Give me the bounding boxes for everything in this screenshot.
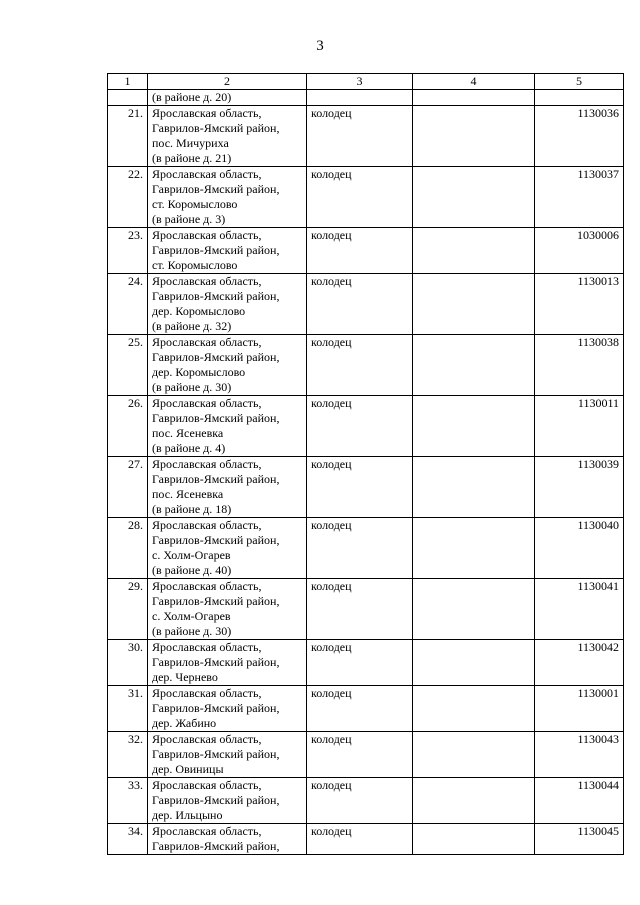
header-cell: 4 <box>413 74 535 90</box>
address-line: Ярославская область, <box>152 396 262 410</box>
address-line: дер. Жабино <box>152 716 217 730</box>
column-4-cell <box>413 732 535 778</box>
address-line: (в районе д. 30) <box>152 624 232 638</box>
address-line: (в районе д. 21) <box>152 151 232 165</box>
object-type-cell: колодец <box>307 106 413 167</box>
address-line: Гаврилов-Ямский район, <box>152 289 280 303</box>
code-cell: 1130001 <box>535 686 624 732</box>
table-row <box>108 686 624 732</box>
address-line: Ярославская область, <box>152 228 262 242</box>
address-cell <box>148 167 307 228</box>
row-number: 29. <box>108 579 148 640</box>
object-type-cell: колодец <box>307 778 413 824</box>
code-cell: 1130043 <box>535 732 624 778</box>
column-4-cell <box>413 90 535 106</box>
object-type-cell: колодец <box>307 335 413 396</box>
page-number: 3 <box>316 38 324 54</box>
registry-table <box>107 73 624 855</box>
address-line: дер. Коромыслово <box>152 365 246 379</box>
object-type-cell: колодец <box>307 824 413 855</box>
object-type-cell: колодец <box>307 579 413 640</box>
address-line: дер. Овиницы <box>152 762 224 776</box>
code-cell: 1130037 <box>535 167 624 228</box>
table-row <box>108 732 624 778</box>
address-line: Ярославская область, <box>152 824 262 838</box>
address-line: (в районе д. 18) <box>152 502 232 516</box>
object-type-cell: колодец <box>307 396 413 457</box>
column-4-cell <box>413 335 535 396</box>
row-number: 24. <box>108 274 148 335</box>
column-4-cell <box>413 274 535 335</box>
table-row <box>108 106 624 167</box>
code-cell: 1130041 <box>535 579 624 640</box>
object-type-cell: колодец <box>307 640 413 686</box>
address-line: дер. Коромыслово <box>152 304 246 318</box>
header-cell: 3 <box>307 74 413 90</box>
code-cell: 1130044 <box>535 778 624 824</box>
address-line: дер. Ильцыно <box>152 808 223 822</box>
address-line: Гаврилов-Ямский район, <box>152 350 280 364</box>
code-cell: 1130036 <box>535 106 624 167</box>
address-line: Гаврилов-Ямский район, <box>152 747 280 761</box>
address-line: Ярославская область, <box>152 274 262 288</box>
table-row <box>108 579 624 640</box>
table-row <box>108 778 624 824</box>
column-4-cell <box>413 396 535 457</box>
table-row <box>108 274 624 335</box>
address-line: Гаврилов-Ямский район, <box>152 411 280 425</box>
row-number: 32. <box>108 732 148 778</box>
address-line: ст. Коромыслово <box>152 197 238 211</box>
address-cell <box>148 106 307 167</box>
row-number: 34. <box>108 824 148 855</box>
address-line: пос. Ясеневка <box>152 426 224 440</box>
address-line: с. Холм-Огарев <box>152 609 231 623</box>
address-cell <box>148 778 307 824</box>
address-line: Ярославская область, <box>152 686 262 700</box>
code-cell: 1130040 <box>535 518 624 579</box>
code-cell <box>535 90 624 106</box>
object-type-cell: колодец <box>307 518 413 579</box>
row-number: 33. <box>108 778 148 824</box>
table-row <box>108 457 624 518</box>
code-cell: 1030006 <box>535 228 624 274</box>
address-line: (в районе д. 40) <box>152 563 232 577</box>
address-line: Ярославская область, <box>152 518 262 532</box>
row-number: 22. <box>108 167 148 228</box>
address-cell <box>148 335 307 396</box>
address-cell <box>148 396 307 457</box>
code-cell: 1130045 <box>535 824 624 855</box>
header-cell: 1 <box>108 74 148 90</box>
object-type-cell: колодец <box>307 167 413 228</box>
row-number: 26. <box>108 396 148 457</box>
address-line: Ярославская область, <box>152 335 262 349</box>
code-cell: 1130011 <box>535 396 624 457</box>
address-cell <box>148 228 307 274</box>
column-4-cell <box>413 778 535 824</box>
address-line: Ярославская область, <box>152 457 262 471</box>
object-type-cell <box>307 90 413 106</box>
row-number: 23. <box>108 228 148 274</box>
address-line: Гаврилов-Ямский район, <box>152 793 280 807</box>
column-4-cell <box>413 686 535 732</box>
address-line: Гаврилов-Ямский район, <box>152 701 280 715</box>
address-line: Ярославская область, <box>152 106 262 120</box>
address-line: Гаврилов-Ямский район, <box>152 839 280 853</box>
column-4-cell <box>413 518 535 579</box>
address-cell <box>148 824 307 855</box>
address-cell <box>148 274 307 335</box>
object-type-cell: колодец <box>307 686 413 732</box>
code-cell: 1130042 <box>535 640 624 686</box>
address-cell <box>148 579 307 640</box>
address-line: Ярославская область, <box>152 640 262 654</box>
column-4-cell <box>413 457 535 518</box>
object-type-cell: колодец <box>307 457 413 518</box>
code-cell: 1130039 <box>535 457 624 518</box>
address-line: Ярославская область, <box>152 167 262 181</box>
address-line: пос. Мичуриха <box>152 136 229 150</box>
column-4-cell <box>413 228 535 274</box>
address-cell <box>148 457 307 518</box>
object-type-cell: колодец <box>307 274 413 335</box>
address-line: Гаврилов-Ямский район, <box>152 594 280 608</box>
address-line: Гаврилов-Ямский район, <box>152 655 280 669</box>
table-header-row <box>108 74 624 90</box>
address-line: Гаврилов-Ямский район, <box>152 533 280 547</box>
address-line: Гаврилов-Ямский район, <box>152 472 280 486</box>
address-line: с. Холм-Огарев <box>152 548 231 562</box>
table-row <box>108 228 624 274</box>
address-line: (в районе д. 3) <box>152 212 226 226</box>
column-4-cell <box>413 824 535 855</box>
address-line: Гаврилов-Ямский район, <box>152 243 280 257</box>
table-row <box>108 335 624 396</box>
address-cell <box>148 732 307 778</box>
header-cell: 2 <box>148 74 307 90</box>
address-line: Гаврилов-Ямский район, <box>152 121 280 135</box>
column-4-cell <box>413 106 535 167</box>
table-row <box>108 396 624 457</box>
address-line: (в районе д. 4) <box>152 441 226 455</box>
row-number: 30. <box>108 640 148 686</box>
column-4-cell <box>413 167 535 228</box>
address-cell <box>148 518 307 579</box>
address-line: Ярославская область, <box>152 778 262 792</box>
row-number: 27. <box>108 457 148 518</box>
column-4-cell <box>413 640 535 686</box>
address-cell <box>148 686 307 732</box>
address-line: (в районе д. 20) <box>152 90 232 104</box>
address-line: пос. Ясеневка <box>152 487 224 501</box>
code-cell: 1130038 <box>535 335 624 396</box>
table-row <box>108 518 624 579</box>
address-line: дер. Чернево <box>152 670 218 684</box>
row-number: 31. <box>108 686 148 732</box>
address-line: Ярославская область, <box>152 732 262 746</box>
address-line: (в районе д. 32) <box>152 319 232 333</box>
address-cell <box>148 90 307 106</box>
table-row <box>108 824 624 855</box>
table-row <box>108 90 624 106</box>
table-row <box>108 167 624 228</box>
row-number: 25. <box>108 335 148 396</box>
address-line: Ярославская область, <box>152 579 262 593</box>
object-type-cell: колодец <box>307 732 413 778</box>
row-number: 21. <box>108 106 148 167</box>
address-line: ст. Коромыслово <box>152 258 238 272</box>
column-4-cell <box>413 579 535 640</box>
table-row <box>108 640 624 686</box>
object-type-cell: колодец <box>307 228 413 274</box>
address-line: Гаврилов-Ямский район, <box>152 182 280 196</box>
code-cell: 1130013 <box>535 274 624 335</box>
address-line: (в районе д. 30) <box>152 380 232 394</box>
row-number <box>108 90 148 106</box>
header-cell: 5 <box>535 74 624 90</box>
row-number: 28. <box>108 518 148 579</box>
address-cell <box>148 640 307 686</box>
